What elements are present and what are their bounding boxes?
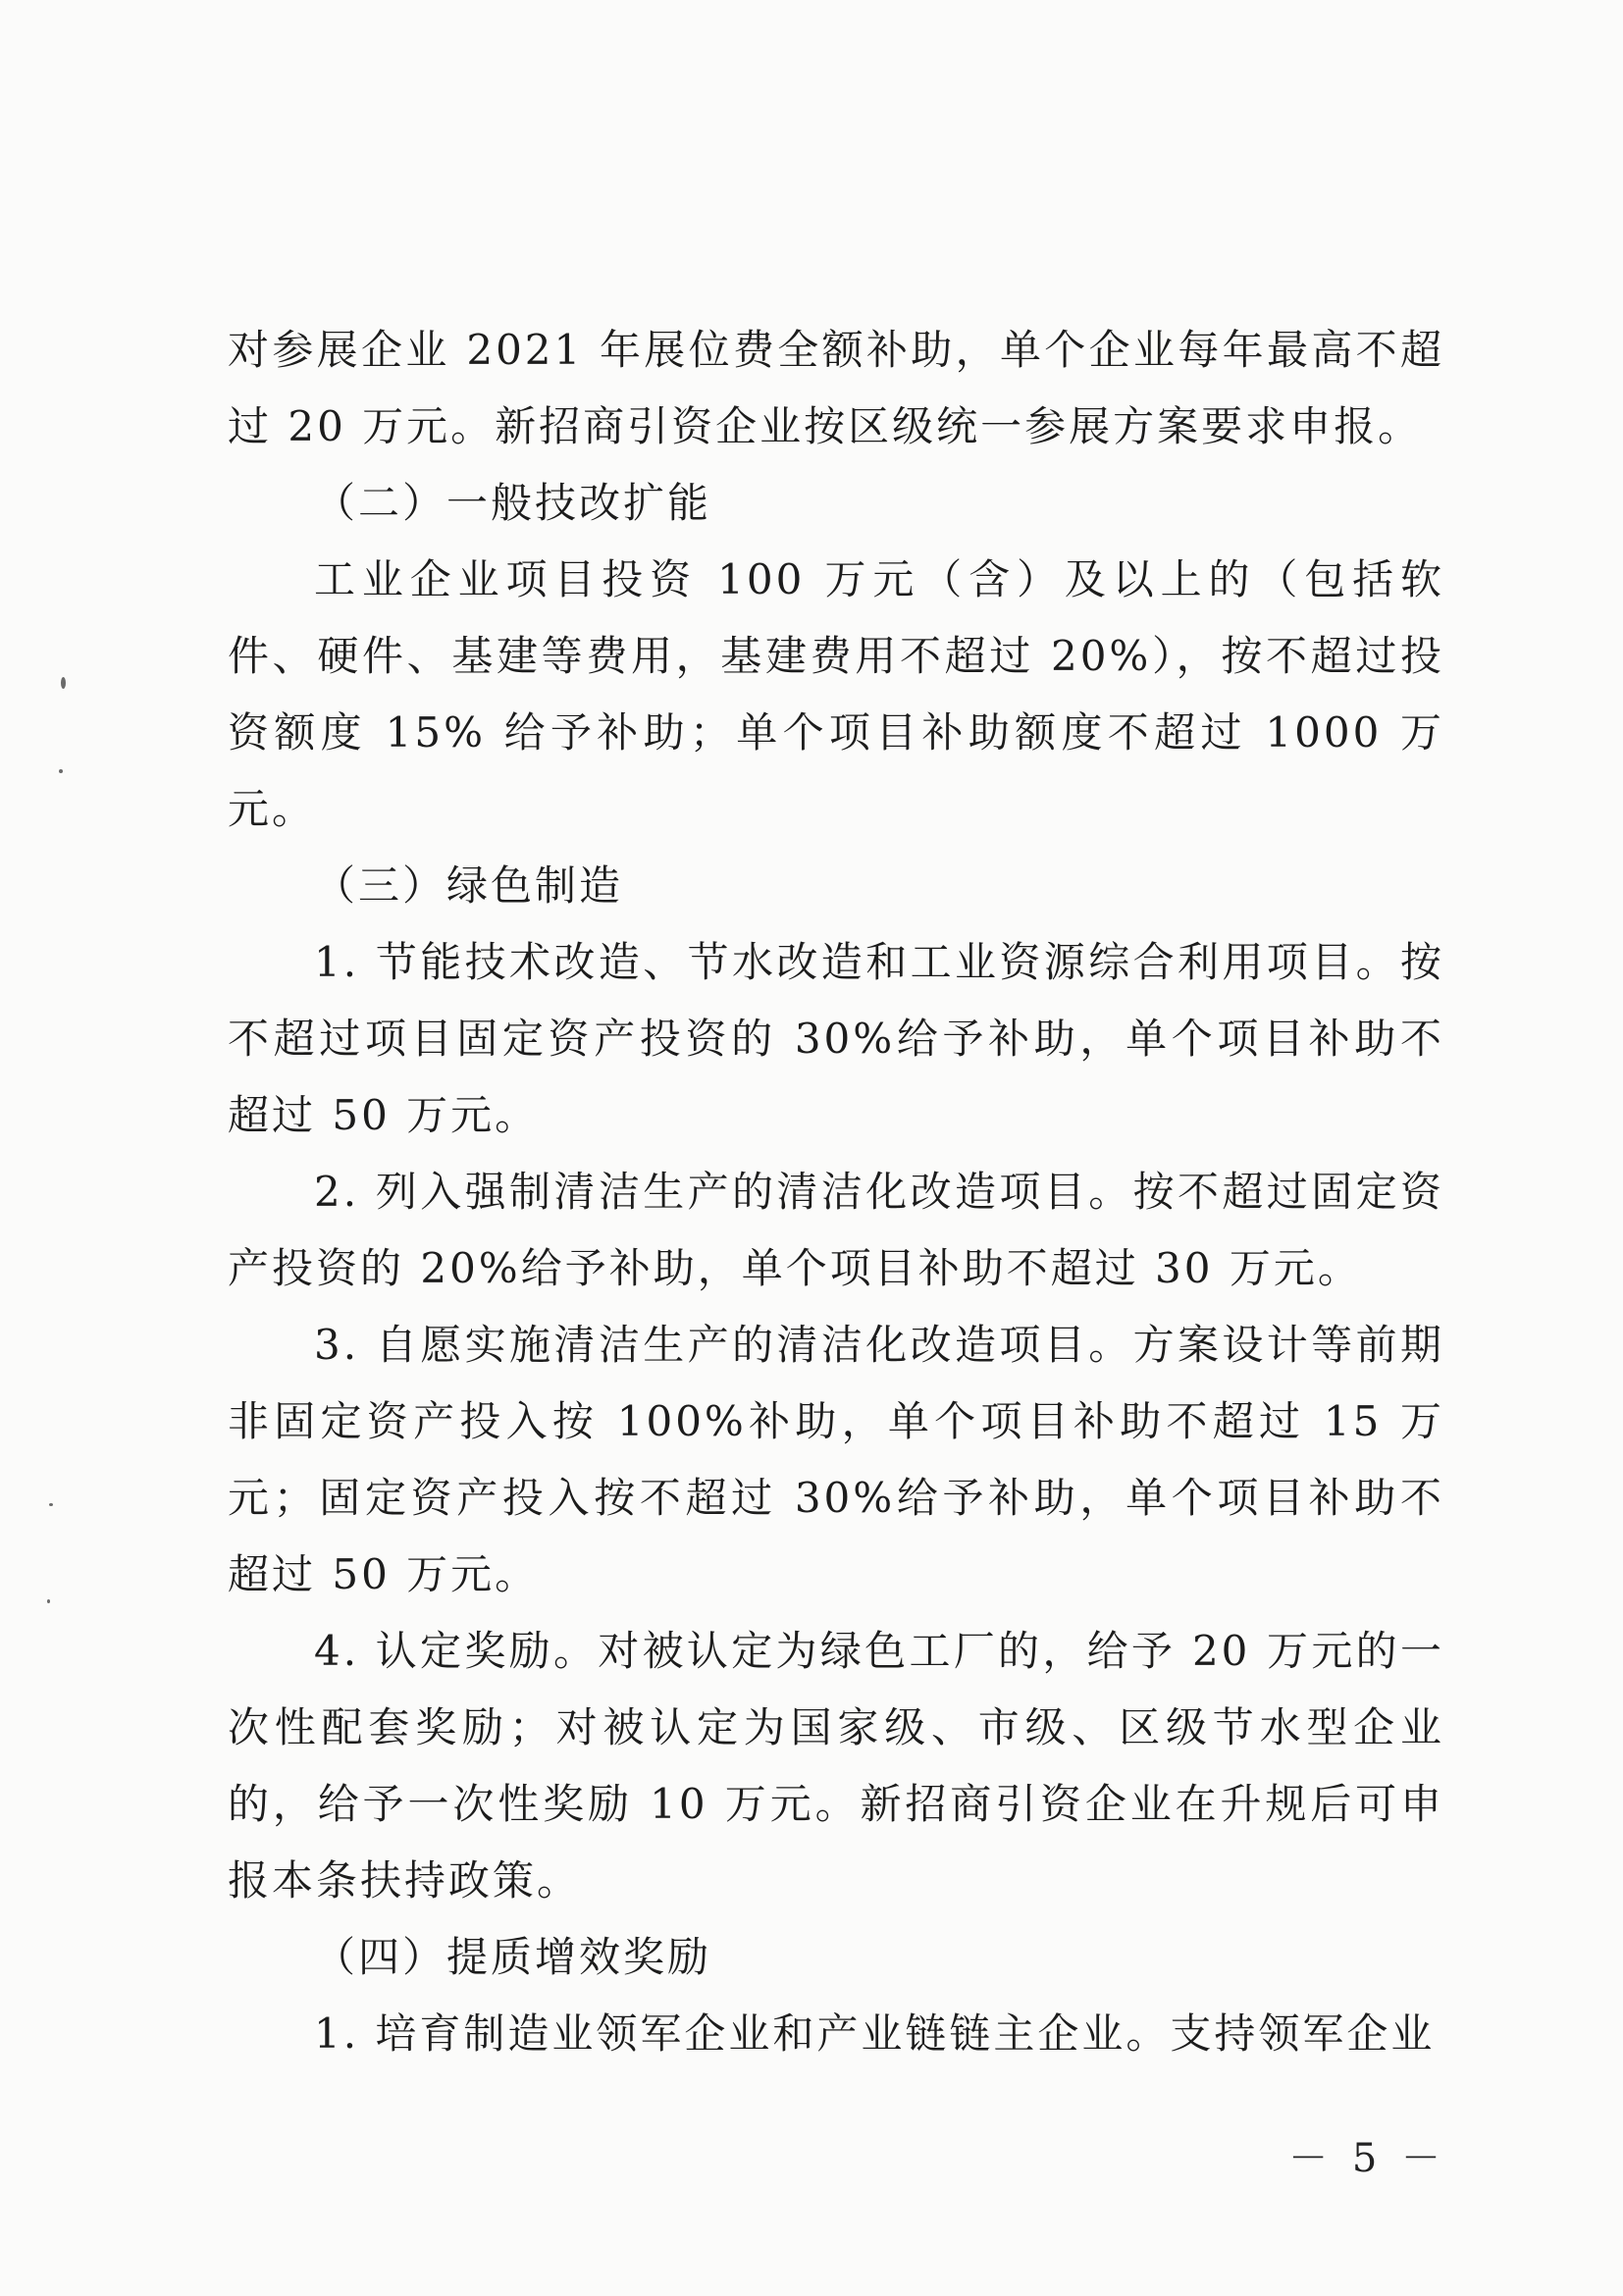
scan-speck — [47, 1599, 50, 1603]
body-text — [228, 312, 1444, 2072]
paragraph-2: 工业企业项目投资 100 万元（含）及以上的（包括软件、硬件、基建等费用，基建费用不超过 20%），按不超过投资额度 15% 给予补助；单个项目补助额度不超过 1000 万元。 — [228, 555, 1444, 833]
paragraph-1: 对参展企业 2021 年展位费全额补助，单个企业每年最高不超过 20 万元。新招商引资企业按区级统一参展方案要求申报。 — [228, 326, 1444, 450]
paragraph-3-2: 2. 列入强制清洁生产的清洁化改造项目。按不超过固定资产投资的 20%给予补助，单个项目补助不超过 30 万元。 — [228, 1168, 1444, 1292]
scan-speck — [49, 1503, 53, 1506]
scan-speck — [59, 769, 63, 773]
paragraph-3-4: 4. 认定奖励。对被认定为绿色工厂的，给予 20 万元的一次性配套奖励；对被认定为国家级、市级、区级节水型企业的，给予一次性奖励 10 万元。新招商引资企业在升规后可申报本条扶持政策。 — [228, 1627, 1444, 1905]
scan-speck — [61, 677, 66, 689]
paragraph-3-3: 3. 自愿实施清洁生产的清洁化改造项目。方案设计等前期非固定资产投入按 100%补助，单个项目补助不超过 15 万元；固定资产投入按不超过 30%给予补助，单个项目补助不超过 50 万元。 — [228, 1321, 1444, 1598]
paragraph-4-1: 1. 培育制造业领军企业和产业链链主企业。支持领军企业 — [314, 2009, 1436, 2058]
page-number: － 5 － — [1288, 2136, 1446, 2181]
section-heading-3: （三）绿色制造 — [314, 861, 624, 910]
section-heading-4: （四）提质增效奖励 — [314, 1933, 712, 1981]
section-heading-2: （二）一般技改扩能 — [314, 479, 712, 527]
paragraph-3-1: 1. 节能技术改造、节水改造和工业资源综合利用项目。按不超过项目固定资产投资的 30%给予补助，单个项目补助不超过 50 万元。 — [228, 938, 1444, 1139]
